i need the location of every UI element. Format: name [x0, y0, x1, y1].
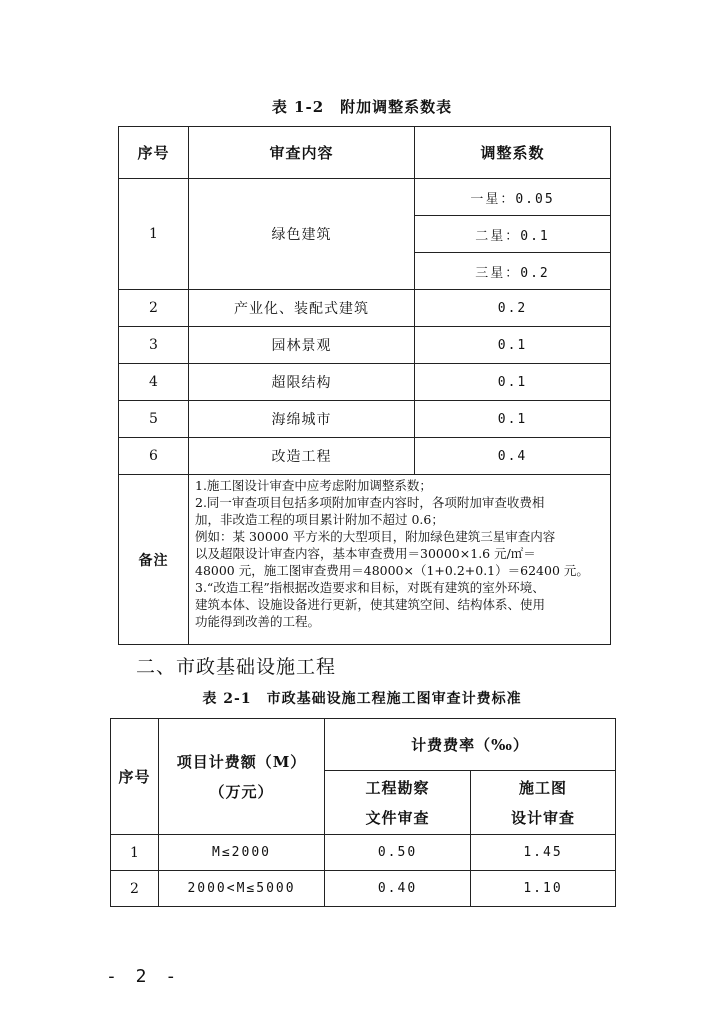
note-line: 48000 元，施工图审查费用＝48000×（1+0.2+0.1）＝62400 元。 [195, 563, 589, 578]
table-row [111, 871, 616, 907]
row-coefficient: 0.1 [415, 327, 611, 364]
header-seq: 序号 [119, 127, 189, 179]
header-survey [325, 771, 471, 835]
row-seq: 5 [119, 401, 189, 438]
row-survey-rate: 0.40 [325, 871, 471, 907]
notes-label: 备注 [119, 475, 189, 645]
header-survey-line1: 工程勘察 [365, 778, 430, 797]
table-row [119, 401, 611, 438]
row-seq: 2 [111, 871, 159, 907]
header-coefficient: 调整系数 [415, 127, 611, 179]
row-coefficient: 0.2 [415, 290, 611, 327]
row-seq: 2 [119, 290, 189, 327]
note-line: 以及超限设计审查内容，基本审查费用＝30000×1.6 元/㎡＝ [195, 546, 536, 561]
row-seq: 3 [119, 327, 189, 364]
row-design-rate: 1.10 [471, 871, 616, 907]
row-coefficient: 0.4 [415, 438, 611, 475]
row-design-rate: 1.45 [471, 835, 616, 871]
table2-title: 表 2-1 市政基础设施工程施工图审查计费标准 [202, 691, 522, 707]
municipal-fee-table [110, 718, 616, 907]
row-content: 海绵城市 [189, 401, 415, 438]
header-content: 审查内容 [189, 127, 415, 179]
row-seq: 1 [111, 835, 159, 871]
row-coefficient: 0.1 [415, 364, 611, 401]
header-amount-line2: （万元） [209, 782, 274, 801]
header-amount-line1: 项目计费额（M） [176, 752, 307, 771]
row-seq: 6 [119, 438, 189, 475]
note-line: 功能得到改善的工程。 [195, 614, 321, 629]
green-seq: 1 [119, 179, 189, 290]
note-line: 加，非改造工程的项目累计附加不超过 0.6； [195, 512, 444, 527]
green-level-3: 三星：0.2 [415, 253, 611, 290]
header-seq: 序号 [111, 719, 159, 835]
green-level-2: 二星：0.1 [415, 216, 611, 253]
table-row [119, 364, 611, 401]
note-line: 1.施工图设计审查中应考虑附加调整系数； [195, 478, 432, 493]
row-content: 改造工程 [189, 438, 415, 475]
note-line: 建筑本体、设施设备进行更新，使其建筑空间、结构体系、使用 [195, 597, 546, 612]
table-row [119, 438, 611, 475]
row-coefficient: 0.1 [415, 401, 611, 438]
table-row [111, 835, 616, 871]
adjustment-coefficient-table [118, 126, 611, 645]
header-rate: 计费费率（‰） [325, 719, 616, 771]
note-line: 3.“改造工程”指根据改造要求和目标，对既有建筑的室外环境、 [195, 580, 545, 595]
header-amount [159, 719, 325, 835]
page-number: - 2 - [106, 966, 181, 987]
notes-cell [189, 475, 611, 645]
row-amount: M≤2000 [159, 835, 325, 871]
row-survey-rate: 0.50 [325, 835, 471, 871]
green-level-1: 一星：0.05 [415, 179, 611, 216]
table-row [119, 327, 611, 364]
row-content: 园林景观 [189, 327, 415, 364]
note-line: 2.同一审查项目包括多项附加审查内容时，各项附加审查收费相 [195, 495, 545, 510]
row-seq: 4 [119, 364, 189, 401]
green-content: 绿色建筑 [189, 179, 415, 290]
row-amount: 2000<M≤5000 [159, 871, 325, 907]
row-content: 超限结构 [189, 364, 415, 401]
header-design [471, 771, 616, 835]
note-line: 例如：某 30000 平方米的大型项目，附加绿色建筑三星审查内容 [195, 529, 556, 544]
row-content: 产业化、装配式建筑 [189, 290, 415, 327]
header-design-line1: 施工图 [518, 778, 567, 797]
table-row [119, 290, 611, 327]
header-design-line2: 设计审查 [510, 808, 575, 827]
table1-title: 表 1-2 附加调整系数表 [271, 98, 453, 116]
section-heading: 二、市政基础设施工程 [136, 656, 337, 678]
header-survey-line2: 文件审查 [365, 808, 430, 827]
